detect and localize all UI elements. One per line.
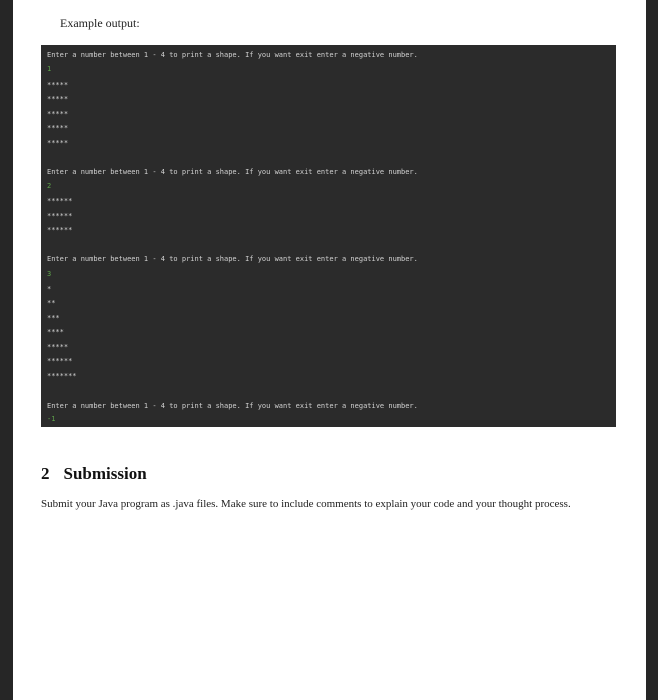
console-star-row: *** [47,314,60,322]
console-prompt: Enter a number between 1 - 4 to print a shape. If you want exit enter a negative number. [47,402,418,410]
section-title: Submission [63,464,147,483]
console-prompt: Enter a number between 1 - 4 to print a shape. If you want exit enter a negative number. [47,51,418,59]
console-input: -1 [47,415,56,423]
document-page [13,0,646,700]
console-star-row: ***** [47,139,69,147]
console-star-row: ****** [47,197,73,205]
console-star-row: ***** [47,81,69,89]
intro-text: Example output: [60,16,140,30]
console-star-row: ** [47,299,56,307]
console-star-row: ***** [47,110,69,118]
console-star-row: ****** [47,212,73,220]
section-heading [41,464,147,484]
console-prompt: Enter a number between 1 - 4 to print a shape. If you want exit enter a negative number. [47,255,418,263]
console-star-row: ***** [47,343,69,351]
console-star-row: ***** [47,95,69,103]
console-input: 1 [47,65,52,73]
submission-text: Submit your Java program as .java files. Make sure to include comments to explain your code and your thought process. [41,498,571,510]
console-star-row: **** [47,328,64,336]
console-prompt: Enter a number between 1 - 4 to print a shape. If you want exit enter a negative number. [47,168,418,176]
console-input: 3 [47,270,52,278]
console-output [41,45,616,427]
console-star-row: ***** [47,124,69,132]
console-star-row: ****** [47,226,73,234]
console-star-row: ****** [47,357,73,365]
section-number: 2 [41,464,50,483]
console-input: 2 [47,182,52,190]
console-star-row: * [47,285,52,293]
console-star-row: ******* [47,372,77,380]
